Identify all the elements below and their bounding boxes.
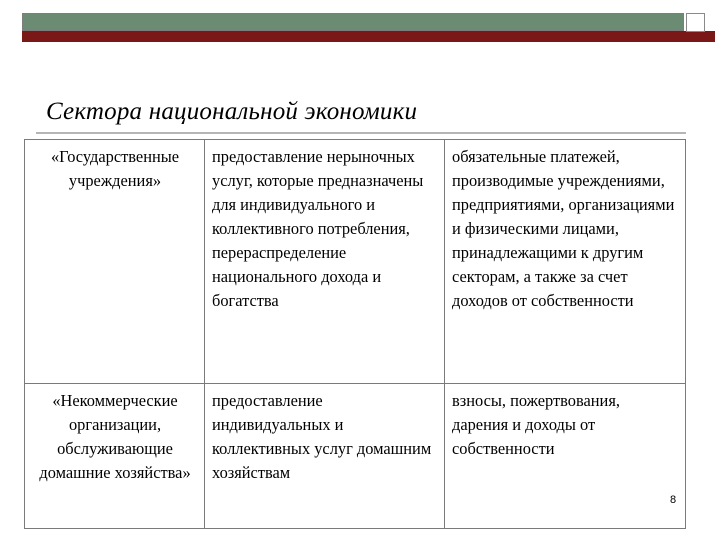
funding-cell: взносы, пожертвования, дарения и доходы от собственности	[445, 384, 686, 529]
title-underline	[36, 132, 686, 134]
header-decor-square	[686, 13, 705, 32]
sector-cell: «Некоммерческие организации, обслуживающие домашние хозяйства»	[25, 384, 205, 529]
function-cell: предоставление индивидуальных и коллективных услуг домашним хозяйствам	[205, 384, 445, 529]
table-row	[25, 384, 686, 529]
slide-title: Сектора национальной экономики	[46, 98, 418, 125]
function-cell: предоставление нерыночных услуг, которые предназначены для индивидуального и коллективного потребления, перераспределение национального дохода и богатства	[205, 140, 445, 384]
sector-cell: «Государственные учреждения»	[25, 140, 205, 384]
header-decor-strip	[22, 13, 684, 31]
sectors-table	[24, 139, 686, 529]
funding-cell: обязательные платежей, производимые учреждениями, предприятиями, организациями и физическими лицами, принадлежащими к другим секторам, а также за счет доходов от собственности	[445, 140, 686, 384]
header-decor-bar	[22, 31, 715, 42]
page-number: 8	[670, 494, 677, 506]
table-row	[25, 140, 686, 384]
